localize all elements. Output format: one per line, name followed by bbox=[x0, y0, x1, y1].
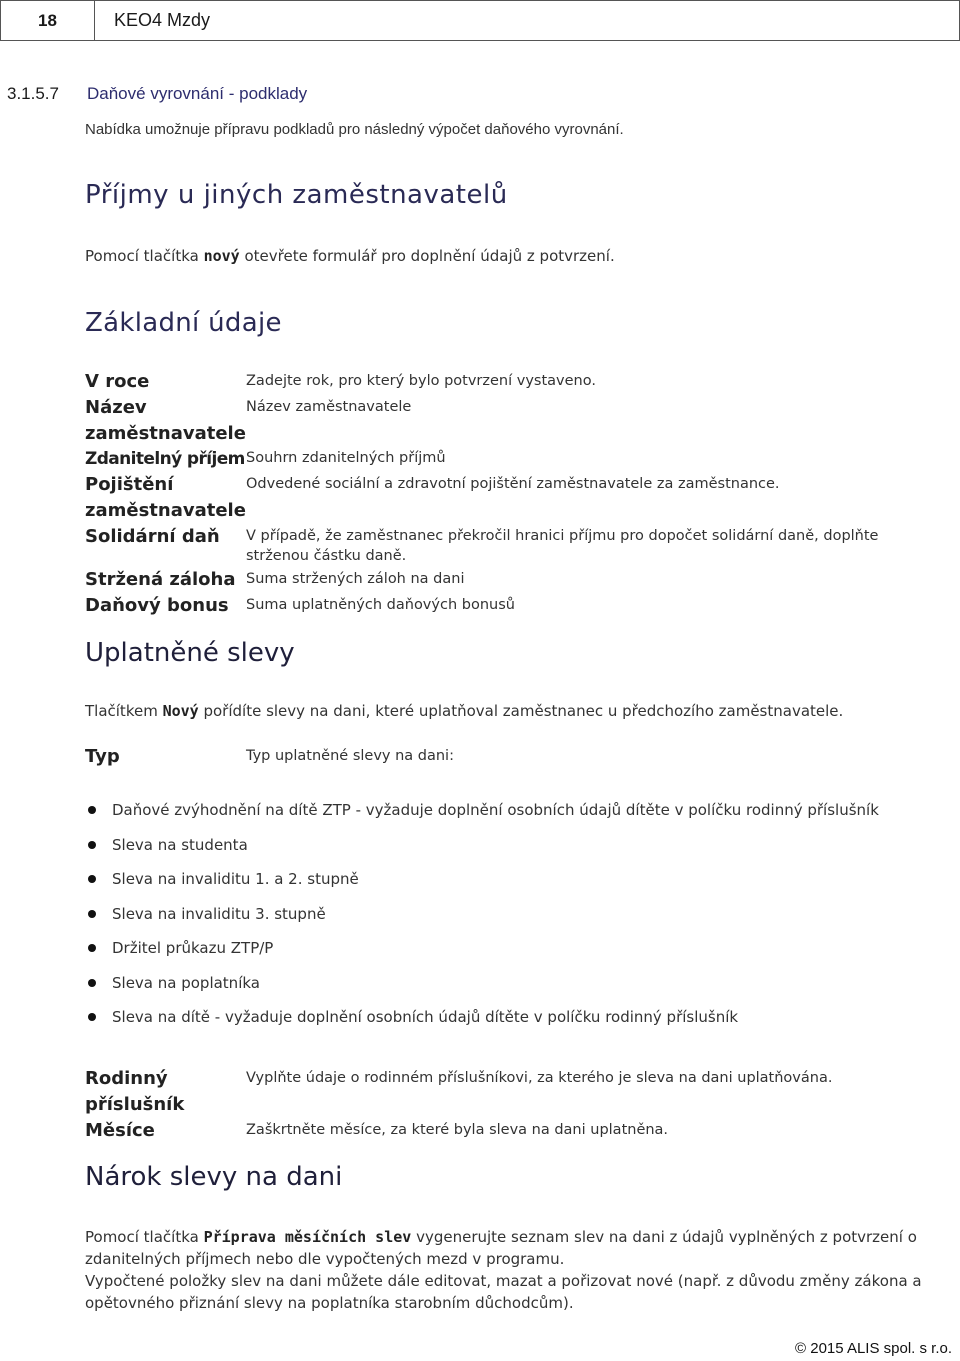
term-tax-bonus: Daňový bonus bbox=[85, 595, 229, 616]
applied-text-after: pořídíte slevy na dani, které uplatňoval zaměstnanec u předchozího zaměstnavatele. bbox=[198, 702, 844, 720]
bullet-icon bbox=[88, 910, 96, 918]
discount-type-list bbox=[85, 797, 879, 1039]
claim-p1-before: Pomocí tlačítka bbox=[85, 1228, 204, 1246]
list-item: Sleva na invaliditu 1. a 2. stupně bbox=[85, 866, 879, 901]
term-family-member: Rodinný příslušník bbox=[85, 1068, 185, 1115]
applied-text bbox=[85, 702, 843, 720]
desc-employer-insurance: Odvedené sociální a zdravotní pojištění zaměstnavatele za zaměstnance. bbox=[246, 476, 780, 492]
desc-type: Typ uplatněné slevy na dani: bbox=[246, 748, 454, 764]
claim-paragraph-1 bbox=[85, 1226, 945, 1270]
term-employer-name: Název zaměstnavatele bbox=[85, 397, 246, 444]
bullet-icon bbox=[88, 944, 96, 952]
term-solidarity-tax: Solidární daň bbox=[85, 526, 220, 547]
bullet-icon bbox=[88, 979, 96, 987]
income-other-text bbox=[85, 247, 615, 265]
heading-income-other: Příjmy u jiných zaměstnavatelů bbox=[85, 180, 508, 210]
term-withheld-advance: Stržená záloha bbox=[85, 569, 236, 590]
desc-withheld-advance: Suma stržených záloh na dani bbox=[246, 571, 465, 587]
desc-months: Zaškrtněte měsíce, za které byla sleva na dani uplatněna. bbox=[246, 1122, 669, 1138]
claim-p1-after: vygenerujte seznam slev na dani z údajů vyplněných z potvrzení o zdanitelných příjmech nebo dle vypočtených mezd v programu. bbox=[85, 1228, 917, 1268]
list-item: Držitel průkazu ZTP/P bbox=[85, 935, 879, 970]
section-number: 3.1.5.7 bbox=[7, 84, 59, 103]
term-employer-insurance: Pojištění zaměstnavatele bbox=[85, 474, 246, 521]
desc-solidarity-tax: V případě, že zaměstnanec překročil hranici příjmu pro dopočet solidární daně, doplňte strženou částku daně. bbox=[246, 528, 879, 564]
applied-text-before: Tlačítkem bbox=[85, 702, 163, 720]
bullet-icon bbox=[88, 841, 96, 849]
desc-taxable-income: Souhrn zdanitelných příjmů bbox=[246, 450, 446, 466]
list-item: Daňové zvýhodnění na dítě ZTP - vyžaduje doplnění osobních údajů dítěte v políčku rodinný příslušník bbox=[85, 797, 879, 832]
intro-text: Nabídka umožnuje přípravu podkladů pro následný výpočet daňového vyrovnání. bbox=[85, 121, 624, 138]
heading-applied-discounts: Uplatněné slevy bbox=[85, 638, 295, 668]
new-button-ref-2: Nový bbox=[162, 702, 199, 720]
desc-tax-bonus: Suma uplatněných daňových bonusů bbox=[246, 597, 515, 613]
income-other-text-before: Pomocí tlačítka bbox=[85, 247, 204, 265]
claim-paragraph-2: Vypočtené položky slev na dani můžete dále editovat, mazat a pořizovat nové (např. z důvodu změny zákona a opětovného přiznání slevy na poplatníka starobním důchodcům). bbox=[85, 1272, 922, 1312]
page-number: 18 bbox=[0, 0, 95, 41]
prepare-monthly-discounts-ref: Příprava měsíčních slev bbox=[203, 1228, 412, 1246]
list-item: Sleva na invaliditu 3. stupně bbox=[85, 901, 879, 936]
term-year: V roce bbox=[85, 371, 150, 392]
list-item: Sleva na studenta bbox=[85, 832, 879, 867]
term-taxable-income: Zdanitelný příjem bbox=[85, 449, 245, 469]
heading-basic-data: Základní údaje bbox=[85, 308, 282, 338]
term-months: Měsíce bbox=[85, 1120, 155, 1141]
copyright-footer: © 2015 ALIS spol. s r.o. bbox=[795, 1340, 952, 1357]
bullet-icon bbox=[88, 806, 96, 814]
bullet-icon bbox=[88, 1013, 96, 1021]
list-item: Sleva na poplatníka bbox=[85, 970, 879, 1005]
list-item: Sleva na dítě - vyžaduje doplnění osobních údajů dítěte v políčku rodinný příslušník bbox=[85, 1004, 879, 1039]
section-title: Daňové vyrovnání - podklady bbox=[87, 84, 308, 103]
income-other-text-after: otevřete formulář pro doplnění údajů z potvrzení. bbox=[239, 247, 615, 265]
desc-employer-name: Název zaměstnavatele bbox=[246, 399, 412, 415]
heading-discount-claim: Nárok slevy na dani bbox=[85, 1162, 343, 1192]
bullet-icon bbox=[88, 875, 96, 883]
term-type: Typ bbox=[85, 746, 120, 767]
desc-year: Zadejte rok, pro který bylo potvrzení vystaveno. bbox=[246, 373, 596, 389]
desc-family-member: Vyplňte údaje o rodinném příslušníkovi, za kterého je sleva na dani uplatňována. bbox=[246, 1070, 833, 1086]
new-button-ref: nový bbox=[203, 247, 240, 265]
document-title: KEO4 Mzdy bbox=[94, 0, 960, 41]
